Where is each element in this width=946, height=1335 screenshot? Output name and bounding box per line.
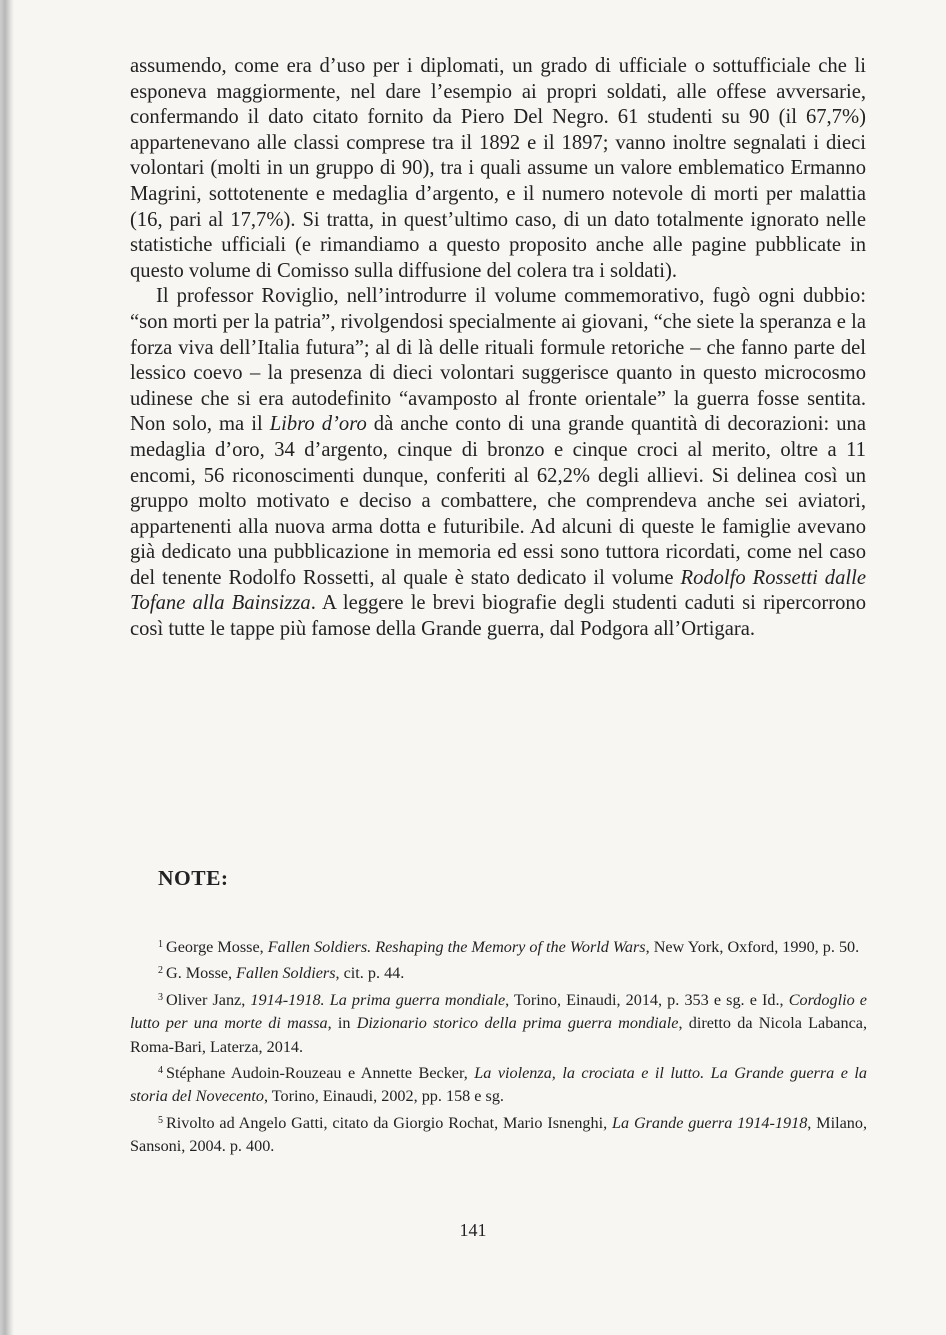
footnote bbox=[130, 1059, 867, 1109]
footnote-text: , Torino, Einaudi, 2014, p. 353 e sg. e Id., bbox=[505, 990, 789, 1009]
paragraph-2-text: dà anche conto di una grande quantità di decorazioni: una medaglia d’oro, 34 d’argento, cinque di bronzo e cinque croci al merito, oltre a 11 encomi, 56 riconoscimenti dunque, conferiti al 62,2% degli allievi. Si delinea così un gruppo molto motivato e deciso a combattere, che comprendeva anche sei aviatori, appartenenti alla nuova arma dotta e futuribile. Ad alcuni di queste le famiglie avevano già dedicato una pubblicazione in memoria ed essi sono tuttora ricordati, come nel caso del tenente Rodolfo Rossetti, al quale è stato dedicato il volume bbox=[130, 413, 866, 589]
footnote-title: La Grande guerra 1914-1918 bbox=[612, 1113, 808, 1132]
footnote-text: , in bbox=[327, 1014, 357, 1033]
footnote-text: , diretto da Nicola Labanca, Roma-Bari, Laterza, 2014. bbox=[130, 1014, 868, 1056]
footnote-text: , Milano, Sansoni, 2004. p. 400. bbox=[130, 1113, 867, 1156]
footnote bbox=[130, 986, 867, 1059]
footnote-title: La violenza, la crociata e il lutto. La Grande guerra e la storia del Novecento bbox=[130, 1064, 868, 1106]
footnote-text: Rivolto ad Angelo Gatti, citato da Giorgio Rochat, Mario Isnenghi, bbox=[166, 1113, 612, 1132]
footnote-title: Fallen Soldiers. Reshaping the Memory of the World Wars bbox=[267, 938, 646, 956]
book-title-rossetti: Rodolfo Rossetti dalle Tofane alla Bainsizza bbox=[130, 566, 866, 615]
footnote-number: 3 bbox=[158, 991, 163, 1003]
notes-heading: NOTE: bbox=[158, 866, 229, 890]
paragraph-2 bbox=[130, 284, 866, 642]
footnote-title: 1914-1918. La prima guerra mondiale bbox=[250, 990, 506, 1009]
footnote-title: Fallen Soldiers bbox=[236, 964, 336, 983]
footnote-text: George Mosse, bbox=[166, 938, 268, 956]
footnote-number: 1 bbox=[158, 939, 163, 950]
paragraph-1: assumendo, come era d’uso per i diplomati, un grado di ufficiale o sottufficiale che li esponeva maggiormente, nel dare l’esempio ai propri soldati, alle offese avversarie, confermando il dato citato fornito da Piero Del Negro. 61 studenti su 90 (il 67,7%) appartenevano alle classi comprese tra il 1892 e il 1897; vanno inoltre segnalati i dieci volontari (molti in un gruppo di 90), tra i quali assume un valore emblematico Ermanno Magrini, sottotenente e medaglia d’argento, e il numero notevole di morti per malattia (16, pari al 17,7%). Si tratta, in quest’ultimo caso, di un dato totalmente ignorato nelle statistiche ufficiali (e rimandiamo a questo proposito anche alle pagine pubblicate in questo volume di Comisso sulla diffusione del colera tra i soldati). bbox=[130, 55, 866, 282]
page-binding-edge bbox=[0, 0, 14, 1335]
footnotes bbox=[130, 933, 867, 1159]
footnote-number: 2 bbox=[158, 965, 163, 977]
footnote-number: 5 bbox=[158, 1114, 163, 1126]
footnote-title: Dizionario storico della prima guerra mondiale bbox=[356, 1014, 679, 1033]
footnote bbox=[130, 959, 867, 985]
paragraph-2-text: . A leggere le brevi biografie degli studenti caduti si ripercorrono così tutte le tappe più famose della Grande guerra, dal Podgora all’Ortigara. bbox=[130, 592, 866, 641]
footnote-text: Oliver Janz, bbox=[166, 990, 251, 1009]
book-title-libro-doro: Libro d’oro bbox=[269, 413, 367, 436]
footnote-text: , New York, Oxford, 1990, p. 50. bbox=[645, 938, 860, 956]
footnote-text: , Torino, Einaudi, 2002, pp. 158 e sg. bbox=[263, 1087, 504, 1106]
footnote-text: Stéphane Audoin-Rouzeau e Annette Becker, bbox=[166, 1064, 475, 1083]
body-text bbox=[130, 54, 866, 643]
footnote bbox=[130, 1109, 867, 1159]
footnote bbox=[130, 933, 867, 959]
footnote-text: G. Mosse, bbox=[166, 964, 237, 983]
footnote-text: , cit. p. 44. bbox=[335, 964, 405, 983]
paragraph-2-text: Il professor Roviglio, nell’introdurre il volume commemorativo, fugò ogni dubbio: “son morti per la patria”, rivolgendosi specialmente ai giovani, “che siete la speranza e la forza viva dell’Italia futura”; al di là delle rituali formule retoriche – che fanno parte del lessico coevo – la presenza di dieci volontari suggerisce quanto in questo microcosmo udinese che si era autodefinito “avamposto al fronte orientale” la guerra fosse sentita. Non solo, ma il bbox=[130, 285, 866, 436]
footnote-title: Cordoglio e lutto per una morte di massa bbox=[130, 990, 867, 1033]
footnote-number: 4 bbox=[158, 1065, 163, 1077]
page-number: 141 bbox=[459, 1220, 487, 1240]
